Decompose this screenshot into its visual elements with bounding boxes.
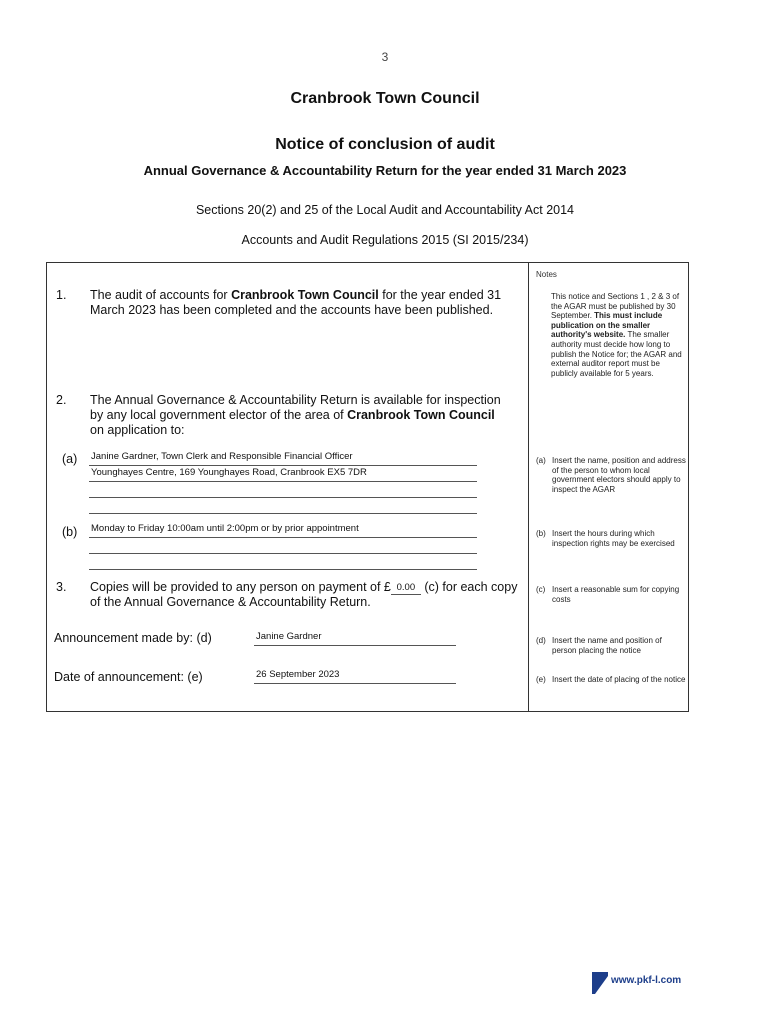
item2-council: Cranbrook Town Council (347, 408, 495, 422)
note-a-text: Insert the name, position and address of the person to whom local government electors should apply to inspect the AGAR (552, 456, 686, 494)
notes-intro-after: The smaller authority must decide how long to publish the Notice for; the AGAR and external auditor report must be publicly available for 5 years. (551, 330, 682, 378)
item2-a-line-1[interactable]: Janine Gardner, Town Clerk and Responsible Financial Officer (89, 450, 477, 466)
note-d-key: (d) (536, 636, 546, 645)
notes-intro-bold: This must include publication on the smaller authority's website. (551, 311, 663, 340)
note-c-text: Insert a reasonable sum for copying costs (552, 585, 680, 604)
item1-text (90, 288, 518, 318)
item1-council: Cranbrook Town Council (231, 288, 379, 302)
item2-text-before: The Annual Governance & Accountability Return is available for inspection by any local government elector of the area of (90, 393, 501, 422)
announcement-made-by-label: Announcement made by: (d) (54, 631, 212, 645)
note-a-key: (a) (536, 456, 546, 465)
item2-b-line-3[interactable] (89, 554, 477, 570)
item2-b-fields (89, 522, 477, 570)
note-e-text: Insert the date of placing of the notice (552, 675, 686, 684)
notes-heading: Notes (536, 270, 557, 279)
notes-divider (528, 262, 529, 712)
item2-a-line-2[interactable]: Younghayes Centre, 169 Younghayes Road, Cranbrook EX5 7DR (89, 466, 477, 482)
item3-number: 3. (56, 580, 67, 594)
item2-a-line-3[interactable] (89, 482, 477, 498)
announcement-made-by-field[interactable]: Janine Gardner (254, 630, 456, 646)
item3-text (90, 580, 522, 610)
copy-fee-field[interactable]: 0.00 (391, 582, 421, 595)
item3-text-before: Copies will be provided to any person on payment of £ (90, 580, 391, 594)
note-b-key: (b) (536, 529, 546, 538)
item2-a-fields (89, 450, 477, 514)
item2-b-line-1[interactable]: Monday to Friday 10:00am until 2:00pm or by prior appointment (89, 522, 477, 538)
announcement-date-label: Date of announcement: (e) (54, 670, 203, 684)
item2-b-line-2[interactable] (89, 538, 477, 554)
notes-intro-before: This notice and Sections 1 , 2 & 3 of the AGAR must be published by 30 September. (551, 292, 680, 321)
item2-b-label: (b) (62, 525, 78, 539)
item2-a-line-4[interactable] (89, 498, 477, 514)
notice-title: Notice of conclusion of audit (275, 136, 495, 153)
footer-url[interactable]: www.pkf-l.com (611, 975, 682, 986)
council-title: Cranbrook Town Council (290, 90, 480, 107)
regulations-line: Accounts and Audit Regulations 2015 (SI 2015/234) (241, 233, 529, 247)
note-d-text: Insert the name and position of person placing the notice (552, 636, 662, 655)
item2-text (90, 393, 512, 438)
item2-text-after: on application to: (90, 423, 185, 437)
pkf-logo-icon (592, 972, 608, 994)
notes-intro (551, 292, 683, 378)
agar-title: Annual Governance & Accountability Return for the year ended 31 March 2023 (143, 163, 627, 178)
item3-text-after: (c) for each copy of the Annual Governance & Accountability Return. (90, 580, 518, 609)
item1-number: 1. (56, 288, 67, 302)
note-e-key: (e) (536, 675, 546, 684)
page-number: 3 (381, 50, 389, 64)
item1-text-before: The audit of accounts for (90, 288, 232, 302)
note-b-text: Insert the hours during which inspection rights may be exercised (552, 529, 675, 548)
announcement-date-field[interactable]: 26 September 2023 (254, 668, 456, 684)
item2-a-label: (a) (62, 452, 78, 466)
item1-text-after: for the year ended 31 March 2023 has been completed and the accounts have been published. (90, 288, 502, 317)
sections-line: Sections 20(2) and 25 of the Local Audit and Accountability Act 2014 (195, 203, 575, 217)
item2-number: 2. (56, 393, 67, 407)
note-c-key: (c) (536, 585, 546, 594)
